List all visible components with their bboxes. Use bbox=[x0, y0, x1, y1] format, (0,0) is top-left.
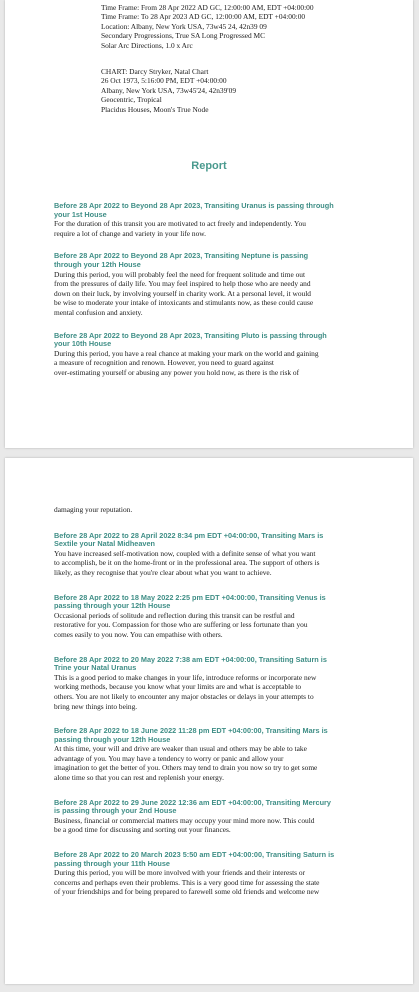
description-line: restorative for you. Compassion for those who are suffering or less fortunate than you bbox=[54, 620, 308, 630]
transit-description bbox=[54, 219, 372, 238]
transit-description bbox=[54, 549, 372, 578]
description-line: During this period, you have a real chance at making your mark on the world and gaining bbox=[54, 348, 319, 358]
transit-description bbox=[54, 270, 372, 318]
document-page-1 bbox=[5, 0, 413, 448]
description-line: bring new things into being. bbox=[54, 701, 138, 711]
transit-title-line: Sextile your Natal Midheaven bbox=[54, 539, 155, 549]
description-line: likely, as they recognise that you're clear about what you want to achieve. bbox=[54, 567, 272, 577]
transit-entry bbox=[54, 332, 372, 378]
description-line: down on their luck, by involving yourself in charity work. At a personal level, it would bbox=[54, 288, 311, 298]
transit-description bbox=[54, 744, 372, 782]
description-line: imagination to get the better of you. Others may tend to drain you now so try to get some bbox=[54, 763, 318, 773]
transit-entry bbox=[54, 202, 372, 238]
transit-entry bbox=[54, 851, 372, 897]
page2-content bbox=[54, 505, 372, 913]
report-title: Report bbox=[191, 160, 227, 172]
description-line: over-estimating yourself or abusing any power you hold now, as there is the risk of bbox=[54, 367, 300, 377]
transit-title-line: Before 28 Apr 2022 to 18 May 2022 2:25 pm EDT +04:00:00, Transiting Venus is bbox=[54, 592, 326, 602]
header-line: Location: Albany, New York USA, 73w45 24, 42n39 09 bbox=[101, 21, 267, 31]
description-line: require a lot of change and variety in your life now. bbox=[54, 228, 206, 238]
header-line: Time Frame: From 28 Apr 2022 AD GC, 12:00:00 AM, EDT +04:00:00 bbox=[101, 3, 314, 12]
transit-title-line: your 1st House bbox=[54, 209, 107, 219]
description-line: Occasional periods of solitude and reflection during this transit can be restful and bbox=[54, 610, 295, 620]
continuation-text: damaging your reputation. bbox=[54, 505, 133, 514]
description-line: concerns and perhaps even their problems. This is a very good time for assessing the state bbox=[54, 877, 320, 887]
transit-entry bbox=[54, 656, 372, 712]
description-line: of your friendships and for being prepared to farewell some old friends and welcome new bbox=[54, 887, 320, 897]
transit-title-line: Before 28 Apr 2022 to 29 June 2022 12:36 am EDT +04:00:00, Transiting Mercury bbox=[54, 797, 331, 807]
transit-entry bbox=[54, 594, 372, 640]
transit-description bbox=[54, 349, 372, 378]
time-frame-header bbox=[101, 3, 314, 50]
description-line: alone time so that you can rest and replenish your energy. bbox=[54, 773, 224, 783]
header-line: Secondary Progressions, True SA Long Progressed MC bbox=[101, 31, 266, 41]
transit-title bbox=[54, 202, 372, 219]
header-line: Time Frame: To 28 Apr 2023 AD GC, 12:00:00 AM, EDT +04:00:00 bbox=[101, 12, 306, 22]
description-line: Business, financial or commercial matters may occupy your mind more now. This could bbox=[54, 815, 315, 825]
transit-title-line: passing through your 12th House bbox=[54, 601, 171, 611]
transit-title-line: Before 28 Apr 2022 to Beyond 28 Apr 2023, Transiting Uranus is passing through bbox=[54, 201, 334, 210]
transit-entry bbox=[54, 799, 372, 835]
transit-description bbox=[54, 816, 372, 835]
transit-title bbox=[54, 532, 372, 549]
transit-title-line: Before 28 Apr 2022 to Beyond 28 Apr 2023, Transiting Pluto is passing through bbox=[54, 330, 327, 340]
transit-entry bbox=[54, 252, 372, 317]
transit-title bbox=[54, 252, 372, 269]
transit-title-line: passing through your 11th House bbox=[54, 858, 170, 868]
transit-title-line: through your 12th House bbox=[54, 259, 141, 269]
description-line: At this time, your will and drive are weaker than usual and others may be able to take bbox=[54, 744, 307, 754]
transit-title-line: is passing through your 2nd House bbox=[54, 806, 177, 816]
description-line: During this period, you will probably feel the need for frequent solitude and time out bbox=[54, 269, 306, 279]
chart-line: Placidus Houses, Moon's True Node bbox=[101, 104, 209, 114]
transit-title bbox=[54, 656, 372, 673]
chart-line: 26 Oct 1973, 5:16:00 PM, EDT +04:00:00 bbox=[101, 76, 227, 86]
description-line: During this period, you will be more involved with your friends and their interests or bbox=[54, 868, 306, 878]
chart-line: Geocentric, Tropical bbox=[101, 95, 162, 105]
description-line: to accomplish, be it on the home-front or in the professional area. The support of others is bbox=[54, 558, 320, 568]
transit-title-line: Before 28 Apr 2022 to Beyond 28 Apr 2023, Transiting Neptune is passing bbox=[54, 251, 309, 261]
description-line: mental confusion and anxiety. bbox=[54, 307, 143, 317]
document-page-2 bbox=[5, 458, 413, 984]
header-line: Solar Arc Directions, 1.0 x Arc bbox=[101, 40, 193, 50]
page1-entries bbox=[54, 202, 372, 392]
description-line: For the duration of this transit you are motivated to act freely and independently. You bbox=[54, 219, 306, 229]
description-line: from the pressures of daily life. You may feel inspired to help those who are needy and bbox=[54, 279, 311, 289]
description-line: others. You are not likely to encounter any major obstacles or delays in your attempts to bbox=[54, 691, 314, 701]
transit-title-line: Before 28 Apr 2022 to 18 June 2022 11:28 pm EDT +04:00:00, Transiting Mars is bbox=[54, 726, 328, 736]
description-line: be a good time for discussing and sorting out your finances. bbox=[54, 825, 231, 835]
transit-title-line: Before 28 Apr 2022 to 20 May 2022 7:38 am EDT +04:00:00, Transiting Saturn is bbox=[54, 654, 327, 664]
transit-title-line: Trine your Natal Uranus bbox=[54, 663, 137, 673]
description-line: comes easily to you now. You can empathise with others. bbox=[54, 629, 223, 639]
chart-line: CHART: Darcy Stryker, Natal Chart bbox=[101, 67, 209, 76]
transit-title bbox=[54, 727, 372, 744]
description-line: be wise to moderate your intake of intoxicants and stimulants now, as these could cause bbox=[54, 298, 314, 308]
transit-description bbox=[54, 673, 372, 711]
description-line: This is a good period to make changes in your life, introduce reforms or incorporate new bbox=[54, 672, 317, 682]
transit-title bbox=[54, 851, 372, 868]
transit-entry bbox=[54, 727, 372, 783]
transit-title-line: passing through your 12th House bbox=[54, 734, 171, 744]
description-line: advantage of you. You may have a tendency to worry or panic and allow your bbox=[54, 753, 284, 763]
description-line: You have increased self-motivation now, coupled with a definite sense of what you want bbox=[54, 548, 316, 558]
transit-title-line: Before 28 Apr 2022 to 20 March 2023 5:50 am EDT +04:00:00, Transiting Saturn is bbox=[54, 850, 335, 860]
transit-description bbox=[54, 611, 372, 640]
transit-title bbox=[54, 594, 372, 611]
chart-line: Albany, New York USA, 73w45'24, 42n39'09 bbox=[101, 85, 237, 95]
transit-title bbox=[54, 799, 372, 816]
transit-title-line: Before 28 Apr 2022 to 28 April 2022 8:34 pm EDT +04:00:00, Transiting Mars is bbox=[54, 530, 324, 540]
page2-entries bbox=[54, 532, 372, 897]
transit-title bbox=[54, 332, 372, 349]
transit-description bbox=[54, 868, 372, 897]
transit-title-line: your 10th House bbox=[54, 339, 112, 349]
description-line: a measure of recognition and renown. However, you need to guard against bbox=[54, 358, 274, 368]
chart-info bbox=[101, 67, 236, 114]
transit-entry bbox=[54, 532, 372, 578]
description-line: working methods, because you know what your limits are and what is acceptable to bbox=[54, 682, 302, 692]
